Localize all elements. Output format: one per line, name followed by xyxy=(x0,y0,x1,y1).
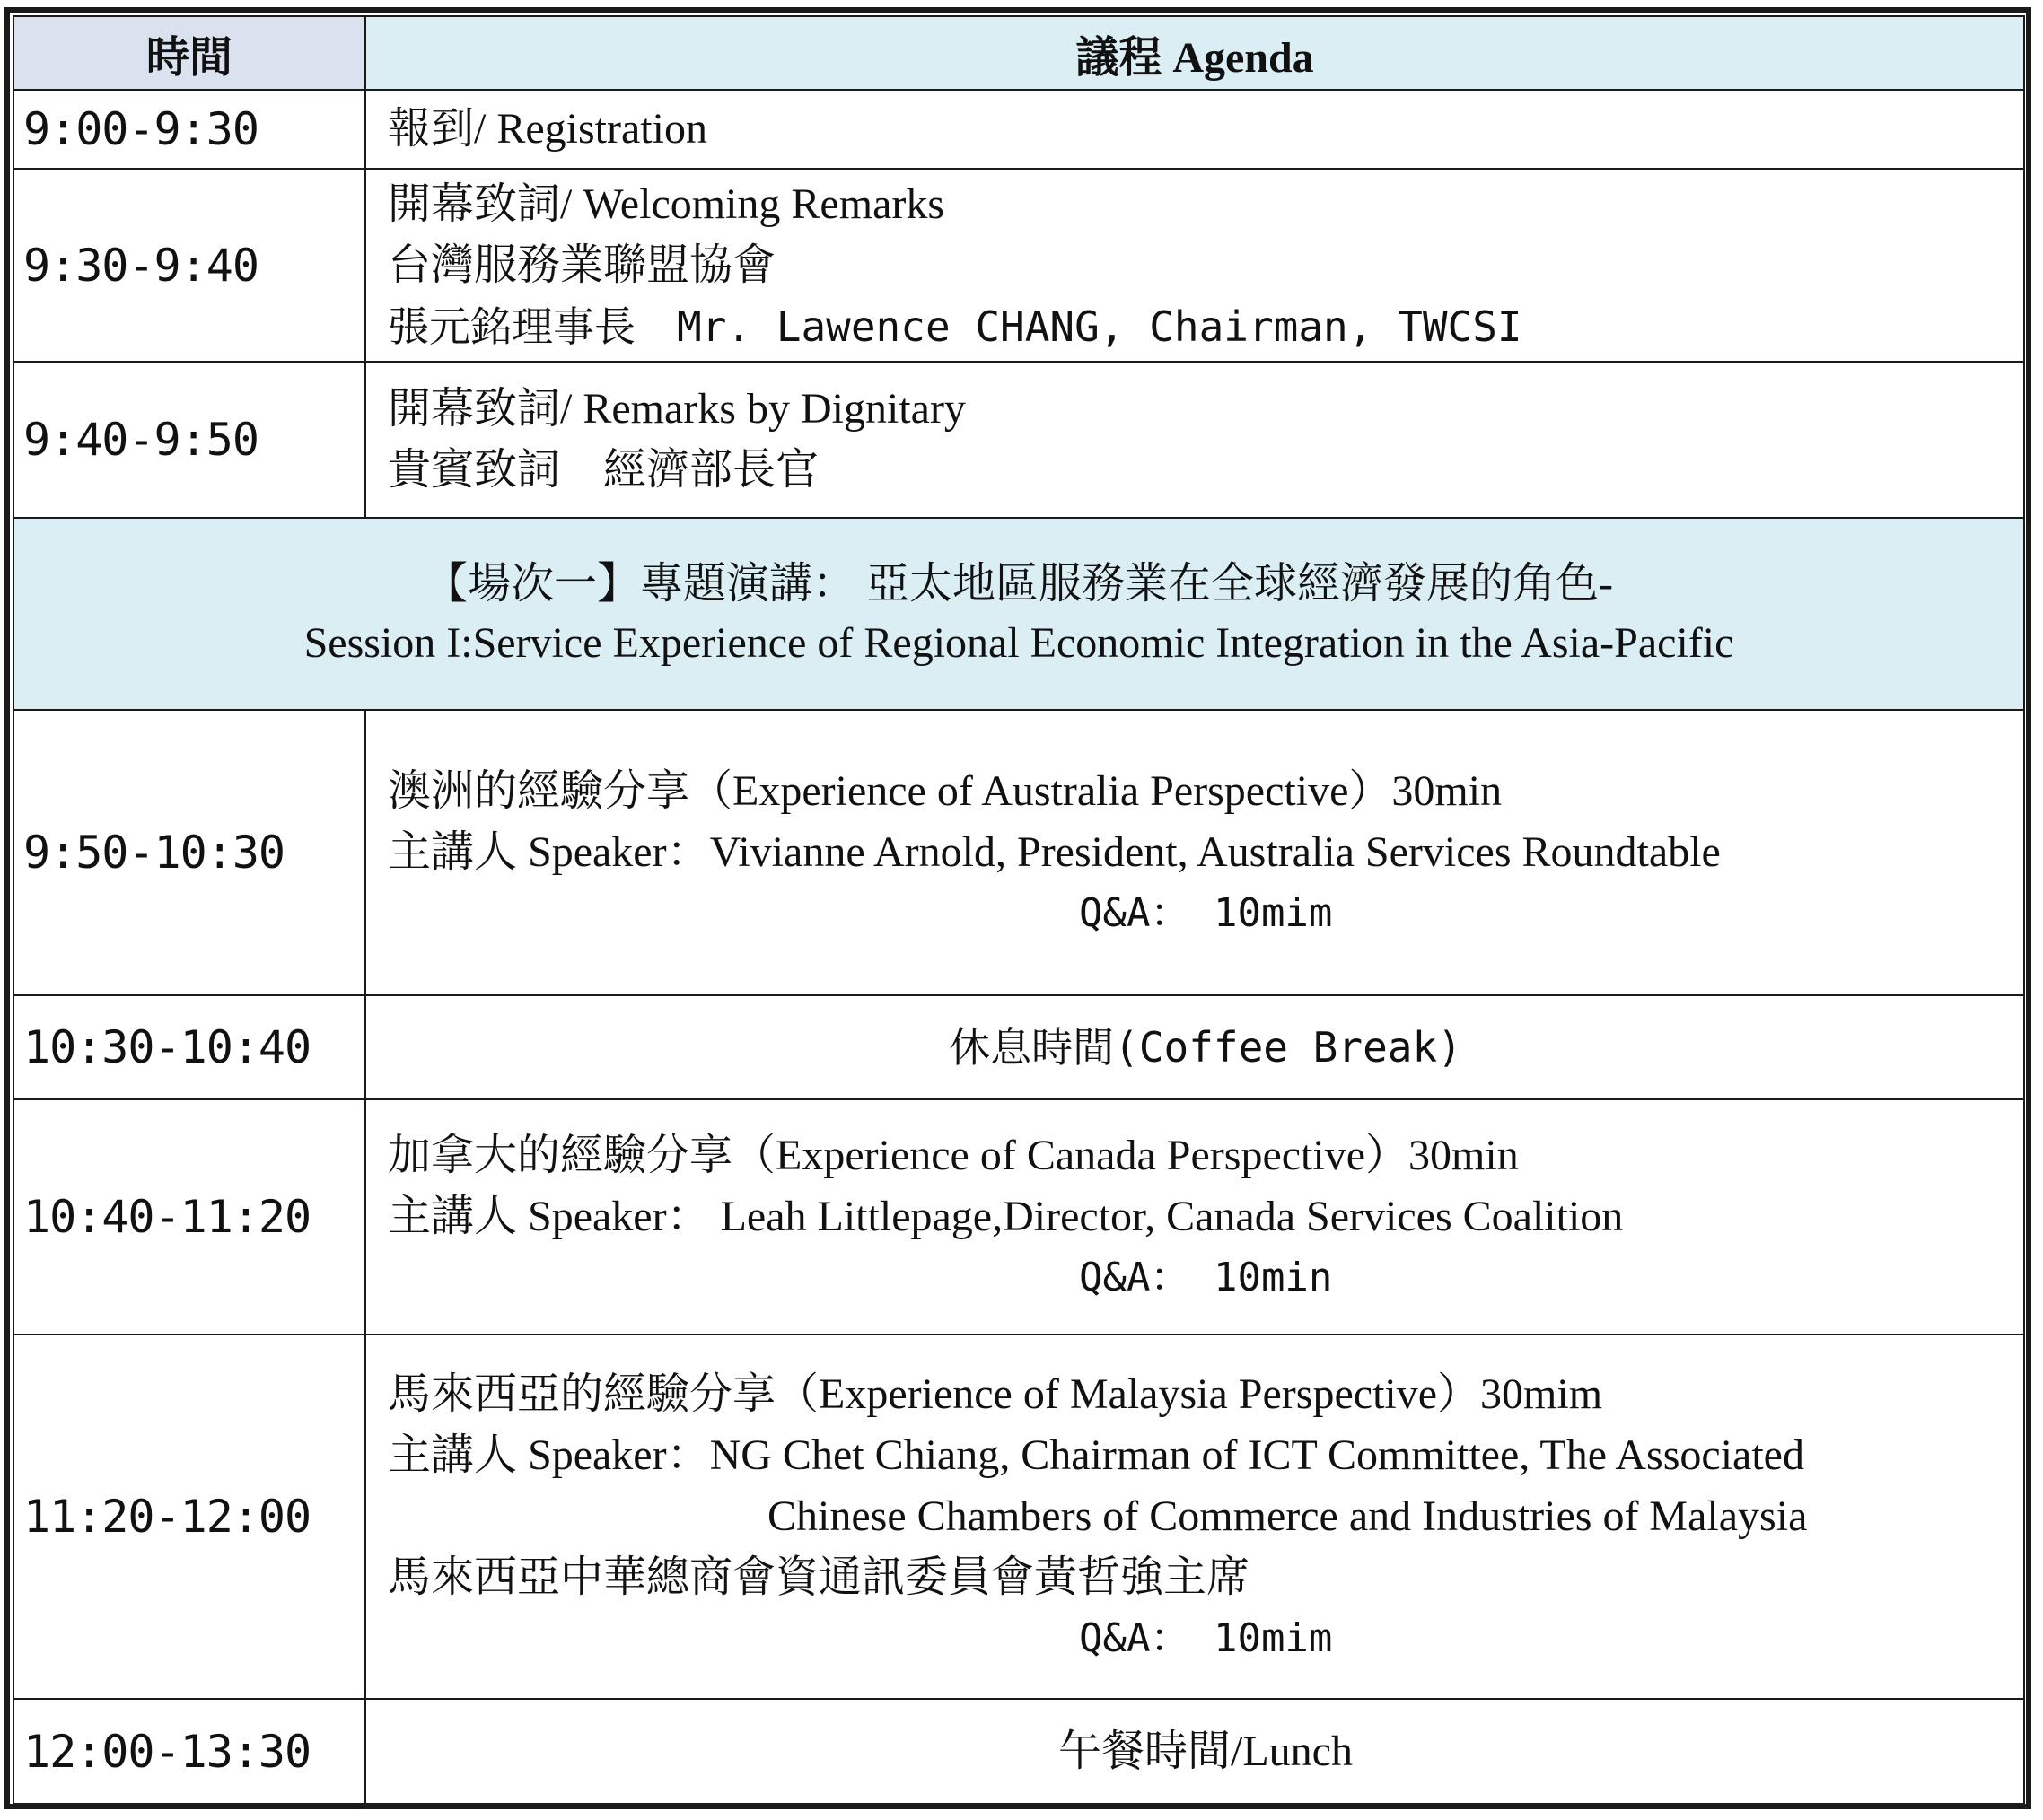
time-cell: 10:30-10:40 xyxy=(13,995,365,1099)
table-row xyxy=(13,362,2024,518)
qa-line: Q&A： 10mim xyxy=(1079,890,1333,936)
session-title-zh: 【場次一】專題演講： 亞太地區服務業在全球經濟發展的角色- xyxy=(425,560,1613,608)
time-cell: 11:20-12:00 xyxy=(13,1334,365,1699)
agenda-line: 主講人 Speaker： Leah Littlepage,Director, Canada Services Coalition xyxy=(388,1193,1624,1240)
agenda-line: 台灣服務業聯盟協會 xyxy=(388,241,776,289)
agenda-line: 主講人 Speaker：NG Chet Chiang, Chairman of ICT Committee, The Associated xyxy=(388,1431,1804,1479)
agenda-line: Chinese Chambers of Commerce and Industries of Malaysia xyxy=(767,1492,1808,1540)
time-cell: 9:50-10:30 xyxy=(13,710,365,995)
time-cell: 9:30-9:40 xyxy=(13,169,365,362)
agenda-line: 開幕致詞/ Remarks by Dignitary xyxy=(388,385,966,433)
agenda-cell xyxy=(365,1099,2024,1334)
agenda-cell xyxy=(365,995,2024,1099)
header-agenda: 議程 Agenda xyxy=(365,16,2024,90)
agenda-line: 開幕致詞/ Welcoming Remarks xyxy=(388,179,945,228)
agenda-cell xyxy=(365,362,2024,518)
table-row xyxy=(13,1334,2024,1699)
time-cell: 9:40-9:50 xyxy=(13,362,365,518)
agenda-line: 馬來西亞的經驗分享（Experience of Malaysia Perspective）30mim xyxy=(388,1370,1603,1418)
table-row xyxy=(13,90,2024,169)
agenda-line: 主講人 Speaker：Vivianne Arnold, President, Australia Services Roundtable xyxy=(388,828,1721,876)
table-header-row xyxy=(13,16,2024,90)
table-row xyxy=(13,1099,2024,1334)
agenda-line: 貴賓致詞 經濟部長官 xyxy=(388,446,820,494)
session-title-en: Session I:Service Experience of Regional Economic Integration in the Asia-Pacific xyxy=(303,619,1734,667)
time-cell: 12:00-13:30 xyxy=(13,1699,365,1804)
agenda-line: 午餐時間/Lunch xyxy=(1058,1727,1353,1775)
header-time: 時間 xyxy=(13,16,365,90)
agenda-cell xyxy=(365,710,2024,995)
agenda-line: 張元銘理事長 Mr. Lawence CHANG, Chairman, TWCSI xyxy=(388,302,1522,351)
agenda-cell xyxy=(365,1334,2024,1699)
table-row xyxy=(13,995,2024,1099)
table-row xyxy=(13,1699,2024,1804)
qa-line: Q&A： 10min xyxy=(1079,1255,1333,1300)
table-row xyxy=(13,710,2024,995)
agenda-cell xyxy=(365,90,2024,169)
agenda-cell xyxy=(365,1699,2024,1804)
table-row xyxy=(13,169,2024,362)
qa-line: Q&A： 10mim xyxy=(1079,1615,1333,1661)
agenda-line: 報到/ Registration xyxy=(388,105,707,153)
agenda-line: 馬來西亞中華總商會資通訊委員會黃哲強主席 xyxy=(388,1553,1250,1601)
agenda-table xyxy=(13,15,2025,1805)
agenda-line: 加拿大的經驗分享（Experience of Canada Perspective）30min xyxy=(388,1132,1519,1179)
time-cell: 9:00-9:30 xyxy=(13,90,365,169)
agenda-line: 休息時間(Coffee Break) xyxy=(949,1023,1462,1072)
agenda-cell xyxy=(365,169,2024,362)
session-row xyxy=(13,518,2024,710)
time-cell: 10:40-11:20 xyxy=(13,1099,365,1334)
agenda-line: 澳洲的經驗分享（Experience of Australia Perspective）30min xyxy=(388,767,1503,815)
session-cell xyxy=(13,518,2024,710)
